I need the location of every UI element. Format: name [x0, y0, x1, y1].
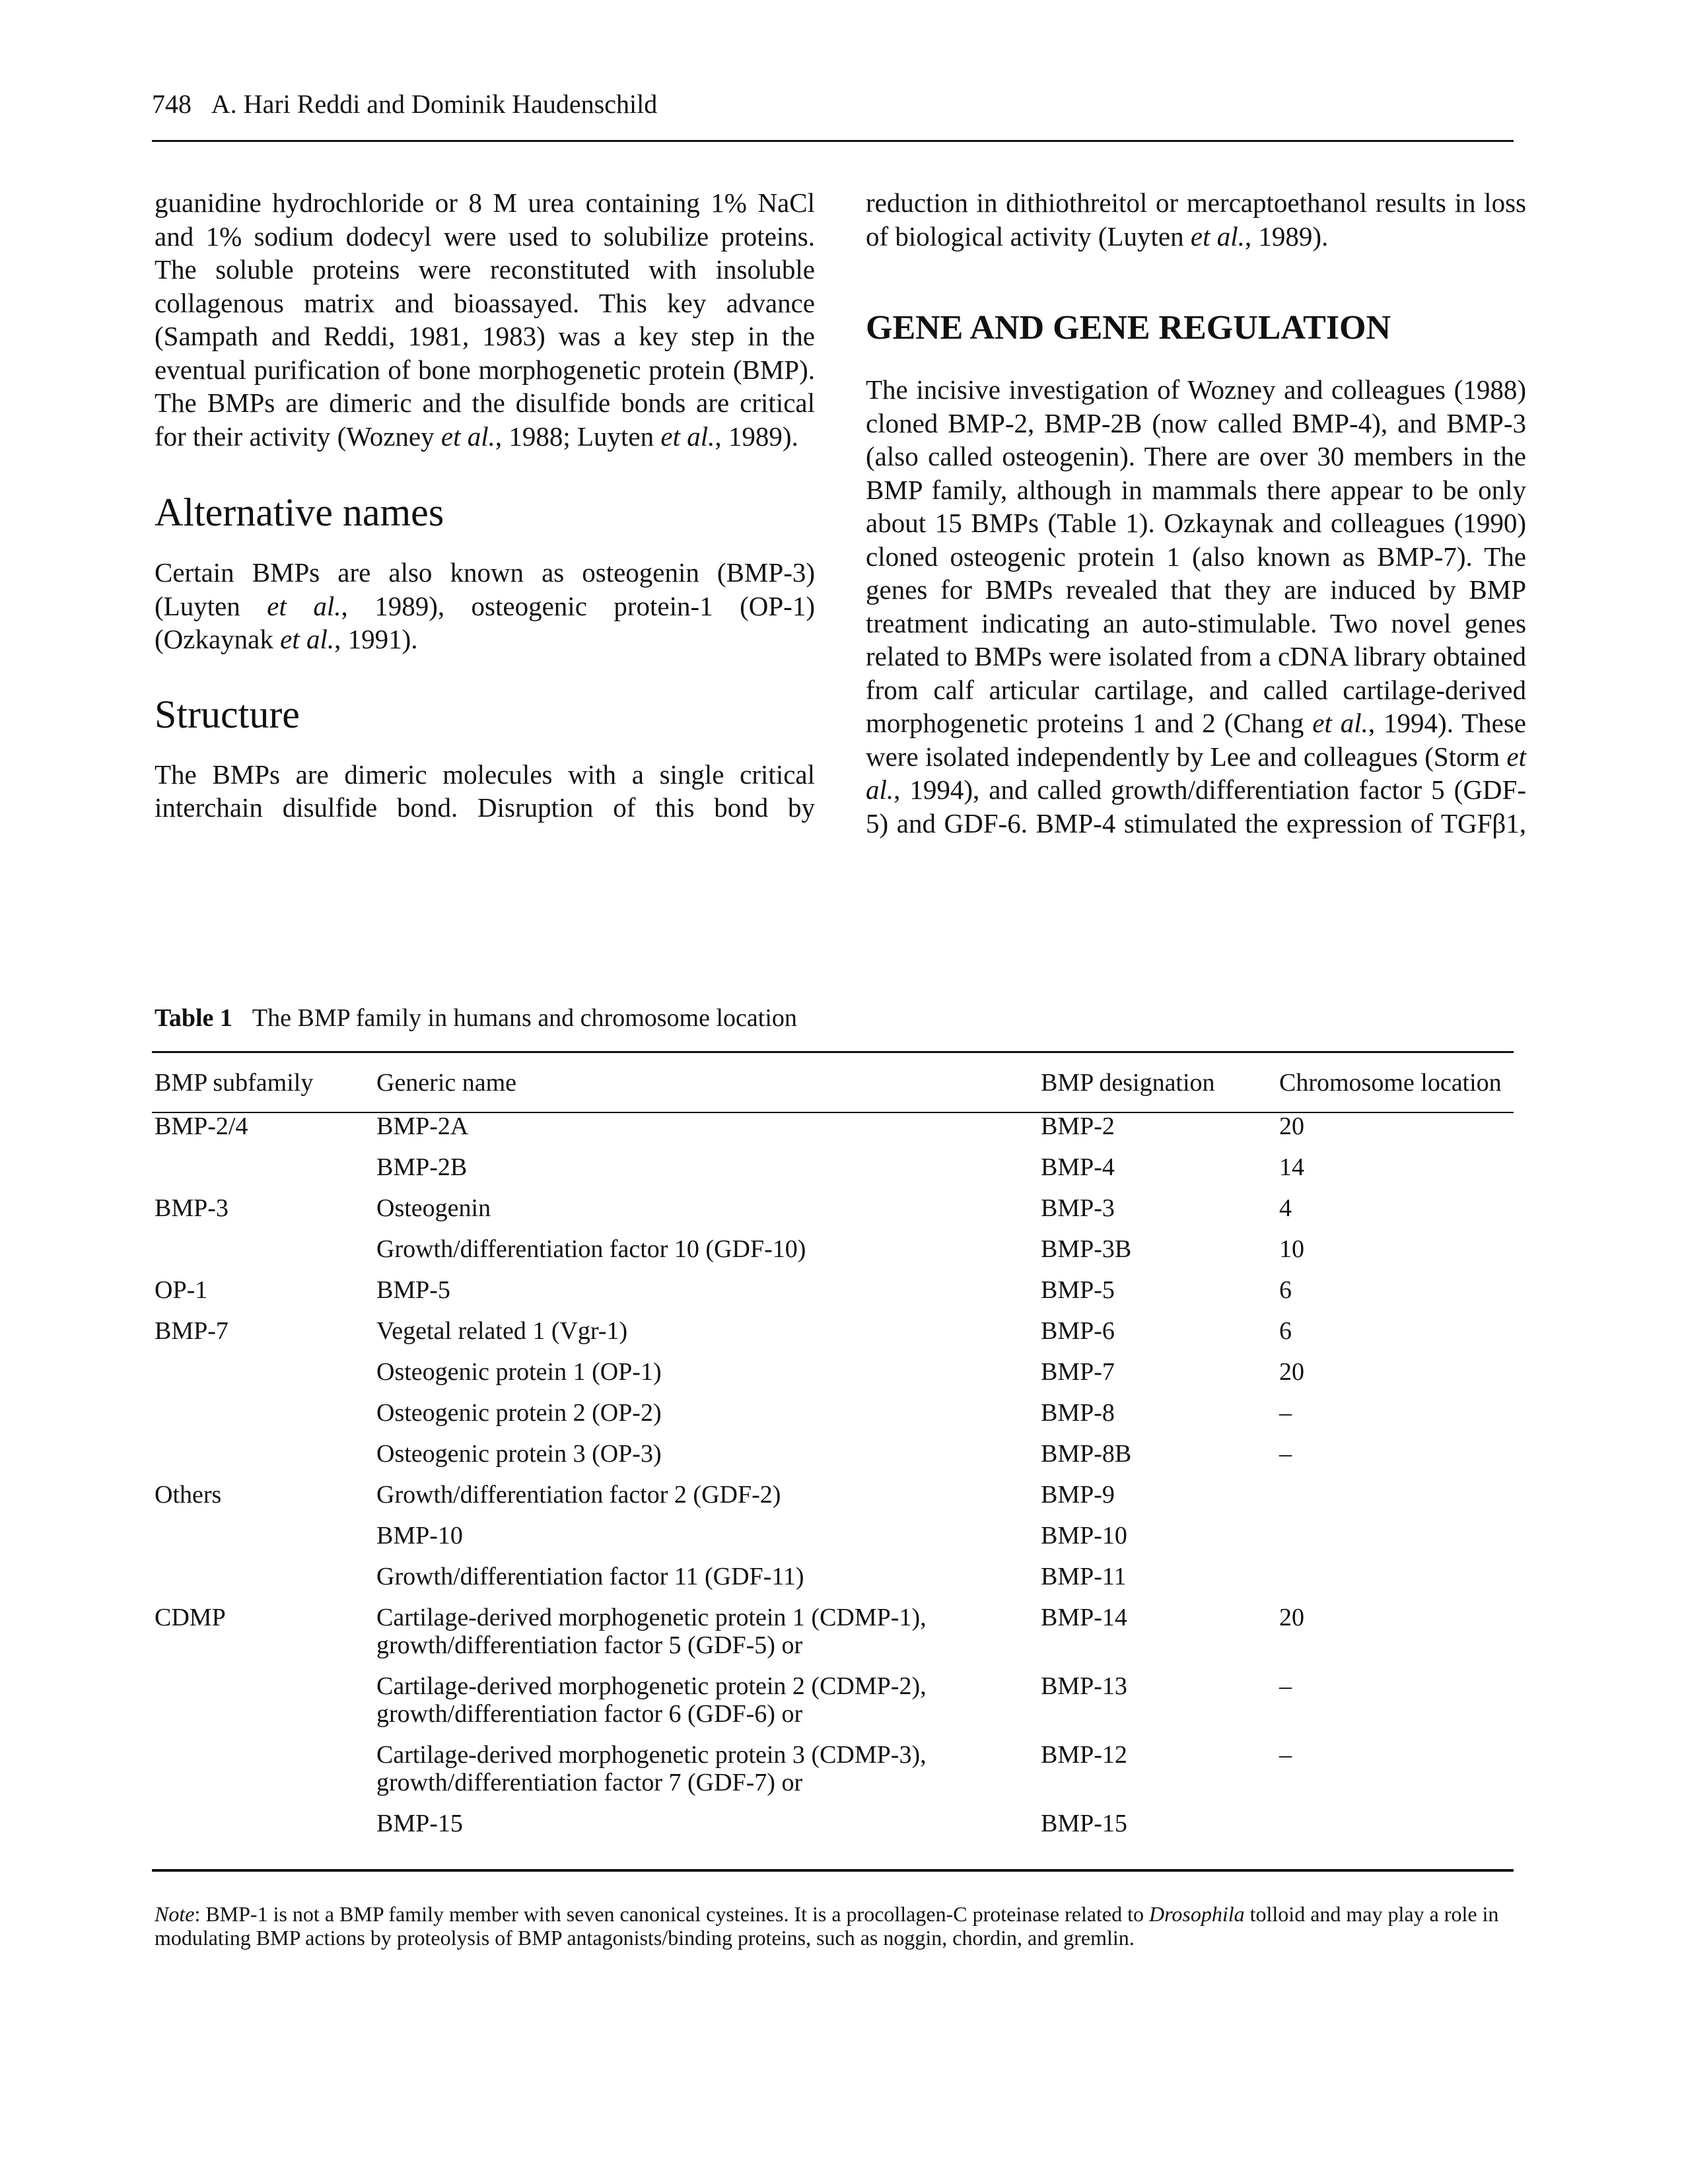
cell-generic-name: Cartilage-derived morphogenetic protein 1 (CDMP-1), growth/differentiation factor 5 (GDF-5) or: [376, 1604, 927, 1659]
table-row: [155, 1440, 1514, 1481]
table-header-row: [155, 1053, 1514, 1112]
note-label: Note: [155, 1902, 195, 1926]
italic-term: et al.: [280, 624, 335, 654]
cell-generic-name: Osteogenic protein 2 (OP-2): [376, 1399, 662, 1427]
cell-generic-name: Osteogenic protein 3 (OP-3): [376, 1440, 662, 1468]
cell-designation: BMP-7: [1041, 1358, 1115, 1386]
cell-designation: BMP-8: [1041, 1399, 1115, 1427]
cell-chromosome: [1279, 1563, 1514, 1604]
cell-subfamily: CDMP: [155, 1604, 226, 1631]
bmp-table: [155, 1053, 1514, 1851]
table-row: [155, 1604, 1514, 1672]
left-column: [155, 186, 815, 825]
table-bottom-rule: [152, 1869, 1514, 1872]
cell-chromosome: –: [1279, 1440, 1292, 1468]
table-label: Table 1: [155, 1004, 232, 1032]
italic-term: et al.: [866, 741, 1526, 805]
running-header-authors: A. Hari Reddi and Dominik Haudenschild: [211, 89, 658, 119]
cell-designation: BMP-4: [1041, 1153, 1115, 1181]
table-note: Note: BMP-1 is not a BMP family member with seven canonical cysteines. It is a procollagen-C proteinase related to Drosophila tolloid and may play a role in modulating BMP actions by proteolysis of BMP antagonists/binding proteins, such as noggin, chordin, and gremlin.: [155, 1902, 1499, 1950]
cell-generic-name: Growth/differentiation factor 11 (GDF-11): [376, 1563, 804, 1590]
cell-subfamily: [155, 1153, 376, 1194]
table-row: [155, 1276, 1514, 1317]
cell-subfamily: [155, 1522, 376, 1563]
italic-term: et al.: [440, 421, 495, 452]
intro-paragraph: guanidine hydrochloride or 8 M urea containing 1% NaCl and 1% sodium dodecyl were used to solubilize proteins. The soluble proteins were reconstituted with insoluble collagenous matrix and bioassayed. This key advance (Sampath and Reddi, 1981, 1983) was a key step in the eventual purification of bone morphogenetic protein (BMP). The BMPs are dimeric and the disulfide bonds are critical for their activity (Wozney et al., 1988; Luyten et al., 1989).: [155, 188, 815, 452]
cell-designation: BMP-3B: [1041, 1235, 1132, 1263]
table-row: [155, 1672, 1514, 1741]
cell-chromosome: 20: [1279, 1358, 1304, 1386]
cell-subfamily: BMP-7: [155, 1317, 228, 1345]
cell-chromosome: [1279, 1481, 1514, 1522]
cell-generic-name: BMP-2B: [376, 1153, 468, 1181]
table-row: [155, 1235, 1514, 1276]
cell-chromosome: [1279, 1810, 1514, 1851]
cell-designation: BMP-6: [1041, 1317, 1115, 1345]
note-text: BMP-1 is not a BMP family member with seven canonical cysteines. It is a procollagen-C proteinase related to Drosophila tolloid and may play a role in modulating BMP actions by proteolysis of BMP antagonists/binding proteins, such as noggin, chordin, and gremlin.: [155, 1902, 1499, 1950]
structure-heading: Structure: [155, 692, 300, 736]
cell-designation: BMP-13: [1041, 1672, 1127, 1700]
italic-term: et al.: [267, 590, 341, 621]
header-rule: [152, 140, 1514, 142]
cell-designation: BMP-8B: [1041, 1440, 1132, 1468]
cell-subfamily: [155, 1235, 376, 1276]
cell-chromosome: 4: [1279, 1194, 1292, 1222]
cell-subfamily: OP-1: [155, 1276, 208, 1304]
cell-designation: BMP-11: [1041, 1563, 1127, 1590]
cell-designation: BMP-12: [1041, 1741, 1127, 1769]
cell-chromosome: 14: [1279, 1153, 1304, 1181]
table-row: [155, 1112, 1514, 1153]
cell-generic-name: BMP-10: [376, 1522, 463, 1550]
cell-designation: BMP-5: [1041, 1276, 1115, 1304]
cell-generic-name: BMP-15: [376, 1810, 463, 1837]
column-header: Chromosome location: [1279, 1069, 1502, 1097]
alternative-names-text: Certain BMPs are also known as osteogenin (BMP-3) (Luyten et al., 1989), osteogenic protein-1 (OP-1) (Ozkaynak et al., 1991).: [155, 557, 815, 654]
cell-designation: BMP-10: [1041, 1522, 1127, 1550]
cell-subfamily: [155, 1358, 376, 1399]
cell-chromosome: 20: [1279, 1604, 1304, 1631]
cell-chromosome: –: [1279, 1741, 1292, 1769]
italic-term: et al.: [1312, 708, 1368, 738]
cell-chromosome: –: [1279, 1399, 1292, 1427]
cell-designation: BMP-14: [1041, 1604, 1127, 1631]
cell-chromosome: –: [1279, 1672, 1292, 1700]
table-row: [155, 1522, 1514, 1563]
table-row: [155, 1810, 1514, 1851]
table-row: [155, 1317, 1514, 1358]
cell-subfamily: BMP-3: [155, 1194, 228, 1222]
cell-subfamily: Others: [155, 1481, 222, 1509]
cell-subfamily: [155, 1399, 376, 1440]
cell-generic-name: BMP-5: [376, 1276, 450, 1304]
italic-term: et al.: [1190, 221, 1245, 252]
table-caption: [155, 1002, 1515, 1034]
cell-chromosome: 6: [1279, 1276, 1292, 1304]
table-body: [155, 1112, 1514, 1851]
cell-generic-name: Osteogenic protein 1 (OP-1): [376, 1358, 662, 1386]
cell-subfamily: [155, 1440, 376, 1481]
table-row: [155, 1741, 1514, 1810]
cell-chromosome: 10: [1279, 1235, 1304, 1263]
italic-term: et al.: [660, 421, 715, 452]
column-header: BMP subfamily: [155, 1069, 314, 1097]
table-row: [155, 1358, 1514, 1399]
cell-generic-name: Growth/differentiation factor 10 (GDF-10): [376, 1235, 806, 1263]
cell-generic-name: Growth/differentiation factor 2 (GDF-2): [376, 1481, 781, 1509]
table-row: [155, 1153, 1514, 1194]
cell-designation: BMP-15: [1041, 1810, 1127, 1837]
table-row: [155, 1194, 1514, 1235]
right-column: [866, 186, 1526, 840]
cell-subfamily: [155, 1741, 376, 1810]
cell-generic-name: BMP-2A: [376, 1112, 469, 1140]
gene-regulation-text: The incisive investigation of Wozney and colleagues (1988) cloned BMP-2, BMP-2B (now called BMP-4), and BMP-3 (also called osteogenin). There are over 30 members in the BMP family, although in mammals there appear to be only about 15 BMPs (Table 1). Ozkaynak and colleagues (1990) cloned osteogenic protein 1 (also known as BMP-7). The genes for BMPs revealed that they are induced by BMP treatment indicating an auto-stimulable. Two novel genes related to BMPs were isolated from a cDNA library obtained from calf articular cartilage, and called cartilage-derived morphogenetic proteins 1 and 2 (Chang et al., 1994). These were isolated independently by Lee and colleagues (Storm et al., 1994), and called growth/differentiation factor 5 (GDF-5) and GDF-6. BMP-4 stimulated the expression of TGFβ1,: [866, 374, 1527, 838]
cell-chromosome: 20: [1279, 1112, 1304, 1140]
table-caption-text: The BMP family in humans and chromosome location: [252, 1004, 797, 1032]
column-header: BMP designation: [1041, 1069, 1215, 1097]
cell-chromosome: 6: [1279, 1317, 1292, 1345]
italic-term: Drosophila: [1149, 1902, 1245, 1926]
running-header: [152, 87, 1514, 121]
cell-generic-name: Cartilage-derived morphogenetic protein 3 (CDMP-3), growth/differentiation factor 7 (GDF-7) or: [376, 1741, 927, 1796]
column-header: Generic name: [376, 1069, 517, 1097]
page-number: 748: [152, 89, 192, 119]
cell-designation: BMP-3: [1041, 1194, 1115, 1222]
cell-designation: BMP-9: [1041, 1481, 1115, 1509]
structure-text: The BMPs are dimeric molecules with a single critical interchain disulfide bond. Disruption of this bond by: [155, 759, 815, 823]
cell-subfamily: BMP-2/4: [155, 1112, 248, 1140]
table-row: [155, 1481, 1514, 1522]
cell-subfamily: [155, 1810, 376, 1851]
cell-designation: BMP-2: [1041, 1112, 1115, 1140]
cell-generic-name: Osteogenin: [376, 1194, 491, 1222]
cell-subfamily: [155, 1672, 376, 1741]
alternative-names-heading: Alternative names: [155, 491, 444, 534]
cell-generic-name: Cartilage-derived morphogenetic protein 2 (CDMP-2), growth/differentiation factor 6 (GDF-6) or: [376, 1672, 927, 1728]
cell-chromosome: [1279, 1522, 1514, 1563]
table-row: [155, 1563, 1514, 1604]
gene-regulation-heading: GENE AND GENE REGULATION: [866, 309, 1391, 347]
table-row: [155, 1399, 1514, 1440]
continuation-paragraph: reduction in dithiothreitol or mercaptoethanol results in loss of biological activity (Luyten et al., 1989).: [866, 188, 1526, 252]
cell-subfamily: [155, 1563, 376, 1604]
cell-generic-name: Vegetal related 1 (Vgr-1): [376, 1317, 628, 1345]
